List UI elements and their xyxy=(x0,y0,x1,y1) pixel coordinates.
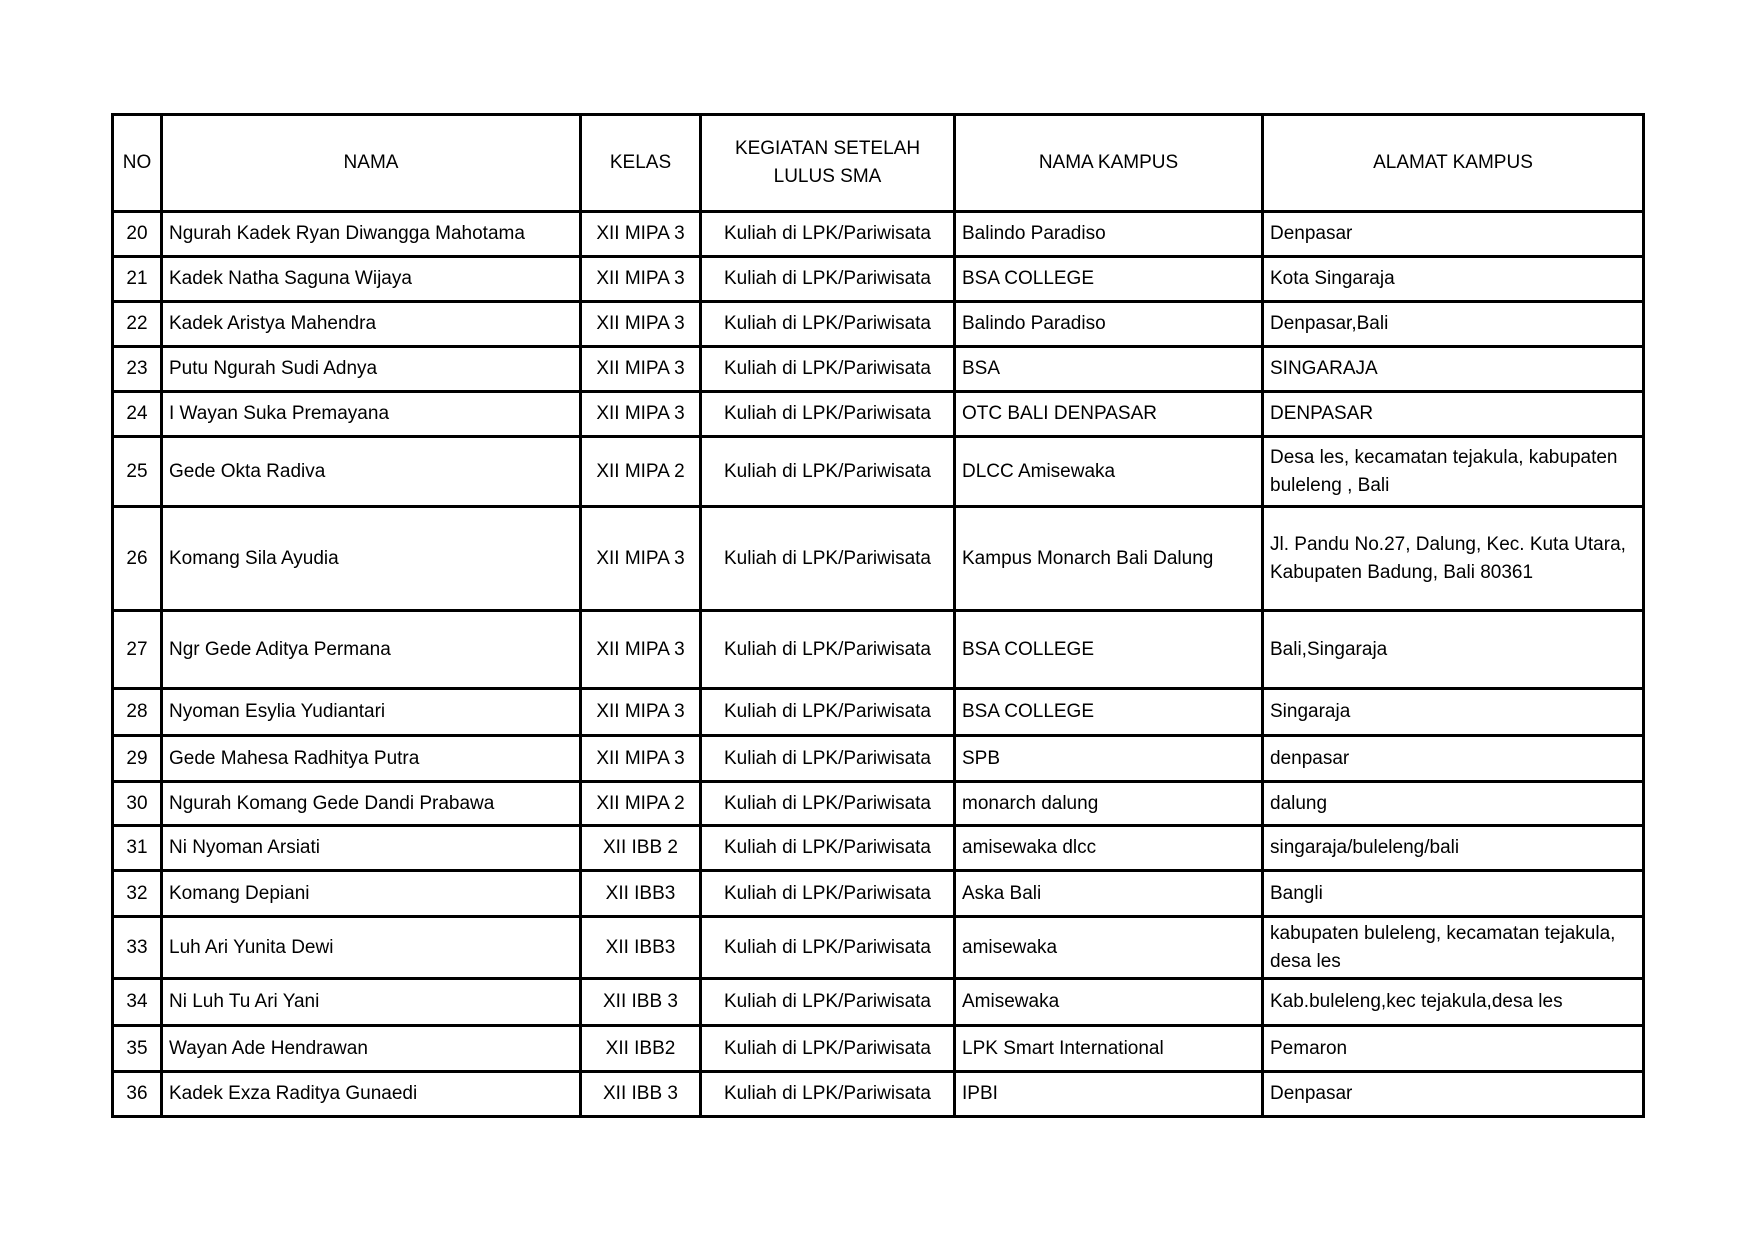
cell-nama: Komang Depiani xyxy=(162,871,581,917)
cell-kampus: OTC BALI DENPASAR xyxy=(955,392,1263,437)
cell-no: 27 xyxy=(113,611,162,689)
cell-kegiatan: Kuliah di LPK/Pariwisata xyxy=(701,507,955,611)
cell-kampus: Aska Bali xyxy=(955,871,1263,917)
cell-kelas: XII IBB 2 xyxy=(581,826,701,871)
table-row xyxy=(113,1072,1644,1117)
cell-no: 28 xyxy=(113,689,162,736)
table-row xyxy=(113,782,1644,826)
cell-no: 20 xyxy=(113,212,162,257)
cell-kegiatan: Kuliah di LPK/Pariwisata xyxy=(701,917,955,979)
cell-nama: Ngurah Kadek Ryan Diwangga Mahotama xyxy=(162,212,581,257)
table-header xyxy=(113,115,1644,212)
cell-alamat: denpasar xyxy=(1263,736,1644,782)
cell-kampus: Amisewaka xyxy=(955,979,1263,1026)
cell-kelas: XII IBB3 xyxy=(581,871,701,917)
cell-nama: Gede Mahesa Radhitya Putra xyxy=(162,736,581,782)
cell-kampus: BSA COLLEGE xyxy=(955,257,1263,302)
cell-kelas: XII MIPA 3 xyxy=(581,507,701,611)
table-row xyxy=(113,826,1644,871)
cell-kelas: XII MIPA 2 xyxy=(581,437,701,507)
cell-kegiatan: Kuliah di LPK/Pariwisata xyxy=(701,212,955,257)
cell-nama: Kadek Exza Raditya Gunaedi xyxy=(162,1072,581,1117)
cell-nama: Wayan Ade Hendrawan xyxy=(162,1026,581,1072)
cell-alamat: Denpasar xyxy=(1263,1072,1644,1117)
table-row xyxy=(113,437,1644,507)
student-table xyxy=(111,113,1645,1118)
cell-kelas: XII MIPA 3 xyxy=(581,302,701,347)
col-header-alamat: ALAMAT KAMPUS xyxy=(1263,115,1644,212)
cell-no: 34 xyxy=(113,979,162,1026)
cell-alamat: Bangli xyxy=(1263,871,1644,917)
table-row xyxy=(113,1026,1644,1072)
cell-nama: Komang Sila Ayudia xyxy=(162,507,581,611)
cell-alamat: Singaraja xyxy=(1263,689,1644,736)
table-row xyxy=(113,979,1644,1026)
cell-no: 22 xyxy=(113,302,162,347)
cell-nama: Kadek Aristya Mahendra xyxy=(162,302,581,347)
cell-kampus: BSA COLLEGE xyxy=(955,689,1263,736)
cell-alamat: DENPASAR xyxy=(1263,392,1644,437)
cell-nama: Nyoman Esylia Yudiantari xyxy=(162,689,581,736)
table-row xyxy=(113,871,1644,917)
cell-kampus: Balindo Paradiso xyxy=(955,302,1263,347)
cell-kegiatan: Kuliah di LPK/Pariwisata xyxy=(701,871,955,917)
cell-alamat: Kab.buleleng,kec tejakula,desa les xyxy=(1263,979,1644,1026)
cell-kelas: XII MIPA 3 xyxy=(581,257,701,302)
cell-alamat: Kota Singaraja xyxy=(1263,257,1644,302)
cell-kegiatan: Kuliah di LPK/Pariwisata xyxy=(701,302,955,347)
cell-nama: Ngr Gede Aditya Permana xyxy=(162,611,581,689)
col-header-nama: NAMA xyxy=(162,115,581,212)
cell-nama: Ni Nyoman Arsiati xyxy=(162,826,581,871)
cell-no: 36 xyxy=(113,1072,162,1117)
col-header-kampus: NAMA KAMPUS xyxy=(955,115,1263,212)
cell-kelas: XII MIPA 3 xyxy=(581,212,701,257)
col-header-kelas: KELAS xyxy=(581,115,701,212)
col-header-kegiatan: KEGIATAN SETELAH LULUS SMA xyxy=(701,115,955,212)
cell-kelas: XII IBB 3 xyxy=(581,1072,701,1117)
cell-no: 25 xyxy=(113,437,162,507)
table-row xyxy=(113,917,1644,979)
cell-alamat: Pemaron xyxy=(1263,1026,1644,1072)
col-header-no: NO xyxy=(113,115,162,212)
cell-kampus: LPK Smart International xyxy=(955,1026,1263,1072)
cell-kegiatan: Kuliah di LPK/Pariwisata xyxy=(701,611,955,689)
table-row xyxy=(113,257,1644,302)
cell-no: 35 xyxy=(113,1026,162,1072)
table-row xyxy=(113,302,1644,347)
cell-alamat: dalung xyxy=(1263,782,1644,826)
cell-alamat: Denpasar,Bali xyxy=(1263,302,1644,347)
cell-kegiatan: Kuliah di LPK/Pariwisata xyxy=(701,347,955,392)
cell-no: 30 xyxy=(113,782,162,826)
cell-kampus: SPB xyxy=(955,736,1263,782)
cell-kelas: XII MIPA 3 xyxy=(581,392,701,437)
cell-kegiatan: Kuliah di LPK/Pariwisata xyxy=(701,689,955,736)
cell-kelas: XII MIPA 3 xyxy=(581,689,701,736)
cell-no: 31 xyxy=(113,826,162,871)
cell-no: 29 xyxy=(113,736,162,782)
cell-kegiatan: Kuliah di LPK/Pariwisata xyxy=(701,782,955,826)
cell-alamat: Jl. Pandu No.27, Dalung, Kec. Kuta Utara, Kabupaten Badung, Bali 80361 xyxy=(1263,507,1644,611)
cell-kampus: DLCC Amisewaka xyxy=(955,437,1263,507)
cell-kegiatan: Kuliah di LPK/Pariwisata xyxy=(701,979,955,1026)
table-body xyxy=(113,212,1644,1117)
cell-kampus: monarch dalung xyxy=(955,782,1263,826)
table-row xyxy=(113,736,1644,782)
cell-no: 26 xyxy=(113,507,162,611)
cell-kampus: BSA COLLEGE xyxy=(955,611,1263,689)
cell-kampus: amisewaka xyxy=(955,917,1263,979)
cell-kampus: amisewaka dlcc xyxy=(955,826,1263,871)
cell-nama: Kadek Natha Saguna Wijaya xyxy=(162,257,581,302)
cell-kegiatan: Kuliah di LPK/Pariwisata xyxy=(701,1072,955,1117)
cell-no: 21 xyxy=(113,257,162,302)
cell-kampus: Kampus Monarch Bali Dalung xyxy=(955,507,1263,611)
table-row xyxy=(113,611,1644,689)
cell-kampus: BSA xyxy=(955,347,1263,392)
cell-kegiatan: Kuliah di LPK/Pariwisata xyxy=(701,392,955,437)
cell-no: 24 xyxy=(113,392,162,437)
cell-kelas: XII MIPA 3 xyxy=(581,347,701,392)
cell-no: 33 xyxy=(113,917,162,979)
cell-kelas: XII IBB2 xyxy=(581,1026,701,1072)
table-row xyxy=(113,507,1644,611)
table-row xyxy=(113,212,1644,257)
cell-nama: Ni Luh Tu Ari Yani xyxy=(162,979,581,1026)
cell-alamat: SINGARAJA xyxy=(1263,347,1644,392)
cell-nama: I Wayan Suka Premayana xyxy=(162,392,581,437)
cell-kegiatan: Kuliah di LPK/Pariwisata xyxy=(701,826,955,871)
cell-no: 23 xyxy=(113,347,162,392)
cell-nama: Luh Ari Yunita Dewi xyxy=(162,917,581,979)
cell-no: 32 xyxy=(113,871,162,917)
cell-kelas: XII IBB 3 xyxy=(581,979,701,1026)
cell-kegiatan: Kuliah di LPK/Pariwisata xyxy=(701,437,955,507)
cell-nama: Ngurah Komang Gede Dandi Prabawa xyxy=(162,782,581,826)
cell-alamat: singaraja/buleleng/bali xyxy=(1263,826,1644,871)
cell-alamat: Desa les, kecamatan tejakula, kabupaten buleleng , Bali xyxy=(1263,437,1644,507)
cell-kelas: XII IBB3 xyxy=(581,917,701,979)
table-row xyxy=(113,689,1644,736)
cell-kelas: XII MIPA 2 xyxy=(581,782,701,826)
cell-kampus: IPBI xyxy=(955,1072,1263,1117)
cell-kegiatan: Kuliah di LPK/Pariwisata xyxy=(701,1026,955,1072)
cell-kelas: XII MIPA 3 xyxy=(581,611,701,689)
cell-kelas: XII MIPA 3 xyxy=(581,736,701,782)
header-row xyxy=(113,115,1644,212)
cell-alamat: kabupaten buleleng, kecamatan tejakula, desa les xyxy=(1263,917,1644,979)
cell-alamat: Denpasar xyxy=(1263,212,1644,257)
cell-nama: Gede Okta Radiva xyxy=(162,437,581,507)
cell-alamat: Bali,Singaraja xyxy=(1263,611,1644,689)
cell-kegiatan: Kuliah di LPK/Pariwisata xyxy=(701,736,955,782)
cell-kegiatan: Kuliah di LPK/Pariwisata xyxy=(701,257,955,302)
cell-nama: Putu Ngurah Sudi Adnya xyxy=(162,347,581,392)
table-row xyxy=(113,347,1644,392)
table-row xyxy=(113,392,1644,437)
cell-kampus: Balindo Paradiso xyxy=(955,212,1263,257)
